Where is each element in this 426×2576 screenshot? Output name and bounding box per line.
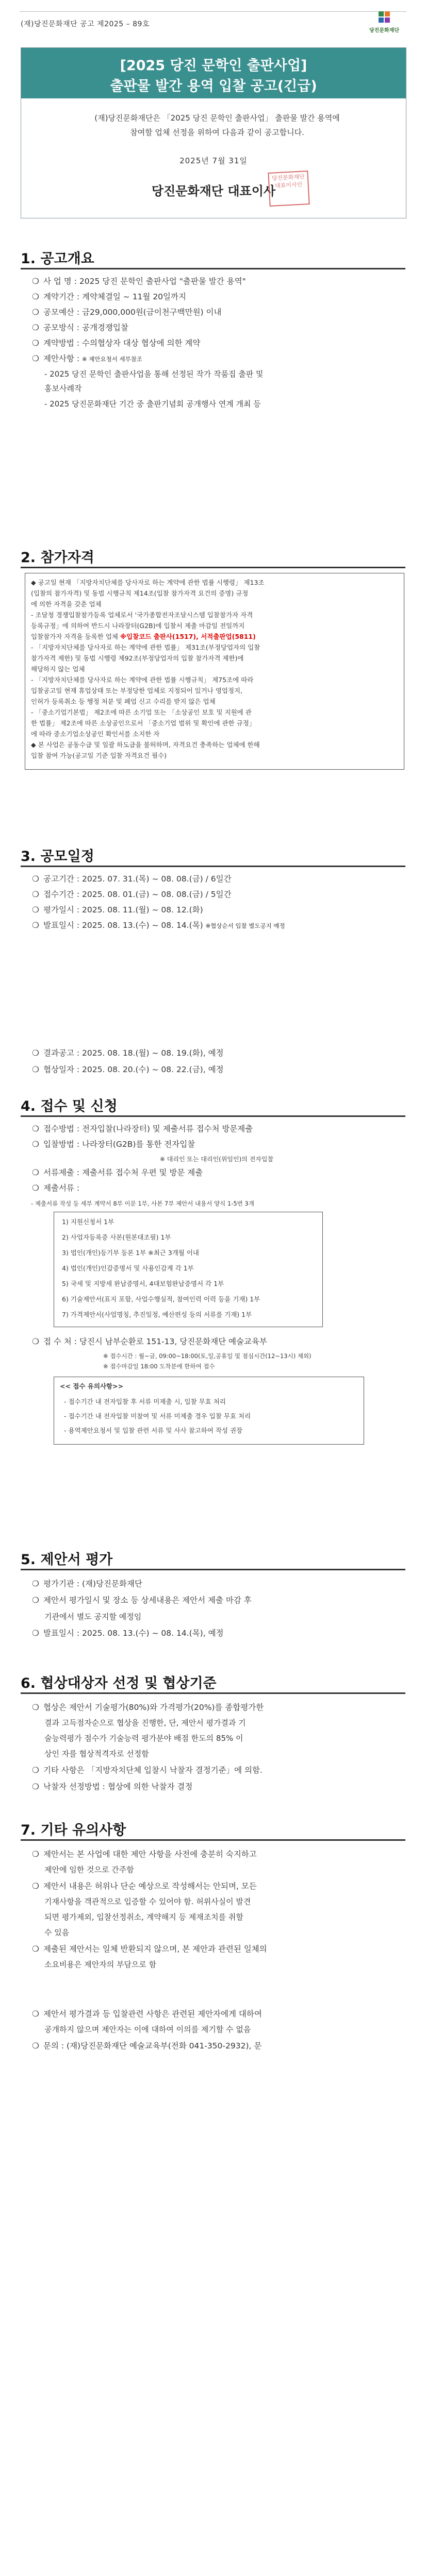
s1-item: ❍ 공모방식 : 공개경쟁입찰 [32,323,128,332]
section-7-rule [21,1839,405,1841]
intro-text [52,111,382,140]
qual-line: 입찰공고일 현재 휴업상태 또는 부정당한 업체로 지정되어 있거나 영업정지, [31,687,243,694]
qual-line: 해당하지 않는 업체 [31,665,85,673]
attachment-item: 5) 국세 및 지방세 완납증명서, 4대보험완납증명서 각 1부 [62,1280,224,1287]
attachment-item: 4) 법인(개인)인감증명서 및 사용인감계 각 1부 [62,1264,194,1272]
s3-item: ❍ 공고기간 : 2025. 07. 31.(목) ~ 08. 08.(금) / 6일간 [32,874,232,884]
qual-line: - 「중소기업기본법」 제2조에 따른 소기업 또는 「소상공인 보호 및 지원에 관 [31,708,252,716]
s1-item: ❍ 계약방법 : 수의협상자 대상 협상에 의한 계약 [32,338,201,348]
section-4-rule [21,1115,405,1117]
s5-item: ❍ 발표일시 : 2025. 08. 13.(수) ~ 08. 14.(목), 예정 [32,1629,224,1638]
attachment-item: 6) 기술제안서(표지 포함, 사업수행실적, 참여인력 이력 등을 기재) 1부 [62,1295,260,1303]
s6-item: ❍ 협상은 제안서 기술평가(80%)와 가격평가(20%)를 종합평가한 [32,1703,264,1712]
s1-sub: 홍보사례작 [44,384,82,393]
attachment-item: 1) 지원신청서 1부 [62,1218,114,1226]
qual-line: 한 법률」 제2조에 따른 소상공인으로서 「중소기업 범위 및 확인에 관한 규정」 [31,719,256,727]
s7-cont: 수 있음 [44,1928,70,1937]
announcement-box [21,47,406,218]
qual-line: ◆ 공고일 현재 「지방자치단체를 당사자로 하는 계약에 관한 법률 시행령」 제13조 [31,579,265,586]
bid-note: ※ 대리인 또는 대리인(위임인)의 전자입찰 [159,1156,274,1163]
s3-item: ❍ 결과공고 : 2025. 08. 18.(월) ~ 08. 19.(화), 예정 [32,1048,224,1058]
s7-item: ❍ 제출된 제안서는 일체 반환되지 않으며, 본 제안과 관련된 일체의 [32,1944,267,1954]
s1-item: ❍ 공모예산 : 금29,000,000원(금이천구백만원) 이내 [32,308,222,317]
qual-line: 에 따라 중소기업소상공인 확인서를 소지한 자 [31,730,160,738]
s4-reception: ❍ 접 수 처 : 당진시 남부순환로 151-13, 당진문화재단 예술교육부 [32,1337,267,1346]
submit-note: - 제출서류 작성 등 세부 계약서 8부 이문 1부, 사본 7부 제안서 내용서 양식 1-5번 3개 [31,1200,254,1207]
s5-cont: 기관에서 별도 공지할 예정임 [44,1612,142,1621]
s7-item: ❍ 문의 : (재)당진문화재단 예술교육부(전화 041-350-2932), 문 [32,2041,262,2050]
s7-cont: 기재사항을 객관적으로 입증할 수 있어야 함. 허위사실이 발견 [44,1897,251,1906]
top-rule [20,11,406,12]
s7-item: ❍ 제안서 평가결과 등 입찰관련 사항은 관련된 제안자에게 대하여 [32,2009,262,2019]
doc-number: (재)당진문화재단 공고 제2025 – 89호 [21,20,150,28]
s1-item: ❍ 제안사항 : ※ 제안요청서 세부참조 [32,354,142,363]
logo-text: 당진문화재단 [369,28,399,33]
s6-cont: 술능력평가 점수가 기술능력 평가분야 배점 한도의 85% 이 [44,1734,243,1743]
qual-line: 에 의한 자격을 갖춘 업체 [31,600,102,608]
intro-line-1: (재)당진문화재단은 「2025 당진 문학인 출판사업」 출판물 발간 용역에 [94,113,340,123]
section-6-rule [21,1692,405,1694]
qual-line: 인허가 등록취소 등 행정 처분 및 폐업 신고 수리를 받지 않은 업체 [31,698,216,705]
s7-cont: 공개하지 않으며 제안자는 이에 대하여 이의를 제기할 수 없음 [44,2025,251,2034]
s7-cont: 소요비용은 제안자의 부담으로 함 [44,1960,157,1969]
s6-cont: 상인 자를 협상적격자로 선정함 [44,1749,149,1758]
s5-item: ❍ 제안서 평가일시 및 장소 등 상세내용은 제안서 제출 마감 후 [32,1596,252,1605]
s1-item: ❍ 사 업 명 : 2025 당진 문학인 출판사업 "출판물 발간 용역" [32,277,246,286]
s6-cont: 결과 고득점자순으로 협상을 진행한, 단, 제안서 평가결과 기 [44,1718,246,1727]
qual-line: 입찰참가자 자격을 등록한 업체 ※입찰코드 출판사(1517), 서적출판업(5811) [31,633,256,640]
section-4-title: 4. 접수 및 신청 [21,1098,118,1114]
s3-item: ❍ 발표일시 : 2025. 08. 13.(수) ~ 08. 14.(목) ※협상순서 입찰 별도공지 예정 [32,921,285,930]
logo-mark-icon [378,10,391,24]
s3-item: ❍ 협상일자 : 2025. 08. 20.(수) ~ 08. 22.(금), 예정 [32,1065,224,1074]
qual-line: - 「지방자치단체를 당사자로 하는 계약에 관한 법률」 제31조(부정당업자의 입찰 [31,643,260,651]
qual-line: (입찰의 참가자격) 및 동법 시행규칙 제14조(입찰 참가자격 요건의 증명) 규정 [31,589,249,597]
caution-title: << 접수 유의사항>> [60,1382,124,1390]
announce-date: 2025년 7월 31일 [179,156,248,165]
s1-item: ❍ 계약기간 : 계약체결일 ~ 11월 20일까지 [32,292,186,301]
s5-item: ❍ 평가기관 : (재)당진문화재단 [32,1579,142,1588]
s1-sub: - 2025 당진문화재단 기간 중 출판기념회 공개행사 연계 개최 등 [44,399,261,409]
s3-item: ❍ 평가일시 : 2025. 08. 11.(월) ~ 08. 12.(화) [32,905,203,914]
section-6-title: 6. 협상대상자 선정 및 협상기준 [21,1675,217,1691]
s7-item: ❍ 제안서는 본 사업에 대한 제안 사항을 사전에 충분히 숙지하고 [32,1850,257,1859]
section-1-title: 1. 공고개요 [21,251,94,267]
title-line-1: [2025 당진 문학인 출판사업] [120,58,307,74]
section-2-rule [21,567,405,568]
qual-line: - 「지방자치단체를 당사자로 하는 계약에 관한 법률 시행규칙」 제75조에 따라 [31,676,254,684]
section-5-title: 5. 제안서 평가 [21,1552,113,1568]
caution-item: - 접수기간 내 전자입찰 후 서류 미제출 시, 입찰 무효 처리 [64,1398,226,1405]
attachment-item: 3) 법인(개인)등기부 등본 1부 ※최근 3개월 이내 [62,1249,200,1257]
caution-item: - 용역제안요청서 및 입찰 관련 서류 및 사사 참고하여 작성 권장 [64,1427,243,1434]
s3-item: ❍ 접수기간 : 2025. 08. 01.(금) ~ 08. 08.(금) / 5일간 [32,890,232,899]
qual-line: 참가자격 제한) 및 동법 시행령 제92조(부정당업자의 입찰 참가자격 제한)에 [31,654,244,662]
s6-item: ❍ 낙찰자 선정방법 : 협상에 의한 낙찰자 결정 [32,1782,193,1791]
s4-item: ❍ 서류제출 : 제출서류 접수처 우편 및 방문 제출 [32,1168,203,1177]
caution-item: - 접수기간 내 전자입찰 미참여 및 서류 미제출 경우 입찰 무효 처리 [64,1412,251,1420]
s4-item: ❍ 접수방법 : 전자입찰(나라장터) 및 제출서류 접수처 방문제출 [32,1124,253,1133]
intro-line-2: 참여할 업체 선정을 위하여 다음과 같이 공고합니다. [130,128,304,137]
s7-cont: 되면 평가제외, 입찰선정취소, 계약해지 등 제재조치를 취할 [44,1912,243,1922]
attachment-item: 2) 사업자등록증 사본(원본대조필) 1부 [62,1233,171,1241]
code-highlight: ※입찰코드 출판사(1517), 서적출판업(5811) [120,633,256,640]
reception-note: ※ 접수시간 : 월~금, 09:00~18:00(토,일,공휴일 및 점심시간(12~13시) 제외) [103,1352,312,1360]
official-seal: 당진문화재단대표이사인 [268,171,309,207]
section-7-title: 7. 기타 유의사항 [21,1822,126,1838]
foundation-logo [361,10,407,36]
attachment-item: 7) 가격제안서(사업명칭, 추진일정, 예산편성 등의 서류를 기재) 1부 [62,1311,252,1318]
s4-item: ❍ 제출서류 : [32,1183,80,1193]
sender-name: 당진문화재단 대표이사 [151,184,276,198]
qual-line: 등록규정」에 의하여 반드시 나라장터(G2B)에 입찰서 제출 마감일 전일까지 [31,622,245,630]
section-1-rule [21,268,405,269]
s7-item: ❍ 제안서 내용은 허위나 단순 예상으로 작성해서는 안되며, 모든 [32,1882,257,1891]
s7-cont: 제안에 임한 것으로 간주함 [44,1865,134,1874]
s6-item: ❍ 기타 사항은 「지방자치단체 입찰시 낙찰자 결정기준」에 의함. [32,1766,263,1775]
s4-item: ❍ 입찰방법 : 나라장터(G2B)를 통한 전자입찰 [32,1140,195,1149]
title-line-2: 출판물 발간 용역 입찰 공고(긴급) [110,78,317,94]
qual-line: - 조달청 경쟁입찰참가등록 업체로서 '국가종합전자조달시스템 입찰참가자 자격 [31,611,253,619]
section-3-title: 3. 공모일정 [21,849,94,865]
title-banner [21,48,406,98]
s1-sub: - 2025 당진 문학인 출판사업을 통해 선정된 작가 작품집 출판 및 [44,369,264,379]
qual-line: 입찰 참여 가능(공고일 기준 입찰 자격요건 필수) [31,752,167,759]
section-5-rule [21,1569,405,1570]
reception-note: ※ 접수마감일 18:00 도착분에 한하여 접수 [103,1363,215,1370]
section-3-rule [21,866,405,867]
section-2-title: 2. 참가자격 [21,550,94,566]
qual-line: ◆ 본 사업은 공동수급 및 일괄 하도급을 불허하며, 자격요건 충족하는 업체에 한해 [31,741,260,749]
